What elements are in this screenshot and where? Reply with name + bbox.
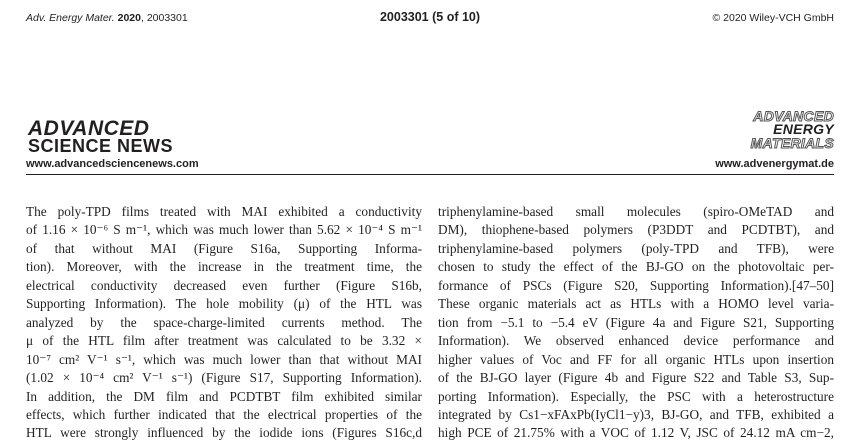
- text-line: These organic materials act as HTLs with a HOMO level varia-: [438, 296, 834, 312]
- journal-year: 2020: [117, 12, 141, 24]
- page-reference: 2003301 (5 of 10): [379, 10, 481, 24]
- text-line: DM), thiophene-based polymers (P3DDT and PCDTBT), and: [438, 222, 834, 238]
- journal-url-link[interactable]: www.advenergymat.de: [715, 158, 834, 170]
- logo-right-line1: ADVANCED: [753, 108, 834, 124]
- publisher-url-link[interactable]: www.advancedsciencenews.com: [26, 158, 199, 170]
- text-line: tion). Moreover, with the increase in the treatment time, the: [26, 259, 422, 275]
- text-line: of the BJ-GO layer (Figure 4b and Figure S22 and Table S3, Sup-: [438, 370, 834, 386]
- running-header: [0, 8, 860, 32]
- text-line: triphenylamine-based polymers (poly-TPD and TFB), were: [438, 240, 834, 256]
- journal-citation: Adv. Energy Mater. 2020, 2003301: [26, 12, 188, 24]
- text-line: triphenylamine-based small molecules (spiro-OMeTAD and: [438, 204, 834, 219]
- text-line: porting Information). Especially, the PSC with a heterostructure: [438, 388, 834, 404]
- header-divider: [26, 174, 834, 175]
- logo-left-line2: SCIENCE NEWS: [28, 136, 174, 156]
- text-line: of 1.16 × 10⁻⁶ S m⁻¹, which was much lower than 5.62 × 10⁻⁴ S m⁻¹: [26, 222, 422, 238]
- advanced-science-news-logo: [28, 118, 173, 155]
- text-line: The poly-TPD films treated with MAI exhibited a conductivity: [26, 204, 422, 219]
- text-line: HTL were strongly influenced by the iodide ions (Figures S16c,d: [26, 425, 422, 441]
- advanced-energy-materials-logo: [751, 110, 834, 150]
- text-line: Supporting Information). The hole mobility (μ) of the HTL was: [26, 296, 422, 312]
- text-line: higher values of Voc and FF for all organic HTLs upon insertion: [438, 351, 834, 367]
- text-line: (1.02 × 10⁻⁴ cm² V⁻¹ s⁻¹) (Figure S17, Supporting Information).: [26, 370, 422, 386]
- logo-right-line2: ENERGY: [773, 121, 834, 138]
- text-line: effects, which further indicated that the electrical properties of the: [26, 406, 422, 422]
- text-line: high PCE of 21.75% with a VOC of 1.12 V, JSC of 24.12 mA cm−2,: [438, 425, 834, 441]
- text-line: formance of PSCs (Figure S20, Supporting Information).[47–50]: [438, 277, 834, 293]
- text-line: μ of the HTL film after treatment was calculated to be 3.32 ×: [26, 333, 422, 349]
- text-line: integrated by Cs1−xFAxPb(IyCl1−y)3, BJ-GO, and TFB, exhibited a: [438, 406, 834, 422]
- text-line: analyzed by the space-charge-limited currents method. The: [26, 314, 422, 330]
- paragraph-left: [26, 203, 422, 443]
- journal-name: Adv. Energy Mater.: [26, 12, 115, 24]
- text-line: of that without MAI (Figure S16a, Supporting Informa-: [26, 240, 422, 256]
- text-line: electrical conductivity decreased even further (Figure S16b,: [26, 277, 422, 293]
- body-column-right: [438, 203, 834, 443]
- text-line: In addition, the DM film and PCDTBT film exhibited similar: [26, 388, 422, 404]
- logo-right-line3: MATERIALS: [750, 134, 834, 151]
- text-line: tion from −5.1 to −5.4 eV (Figure 4a and Figure S21, Supporting: [438, 314, 834, 330]
- text-line: 10⁻⁷ cm² V⁻¹ s⁻¹, which was much lower than that without MAI: [26, 351, 422, 367]
- text-line: chosen to study the effect of the BJ-GO on the photovoltaic per-: [438, 259, 834, 275]
- copyright-notice: © 2020 Wiley-VCH GmbH: [712, 12, 834, 24]
- article-number: 2003301: [146, 12, 188, 24]
- logo-left-line1: ADVANCED: [28, 117, 150, 140]
- text-line: Information). We observed enhanced device performance and: [438, 333, 834, 349]
- body-column-left: [26, 203, 422, 443]
- paragraph-right: [438, 203, 834, 443]
